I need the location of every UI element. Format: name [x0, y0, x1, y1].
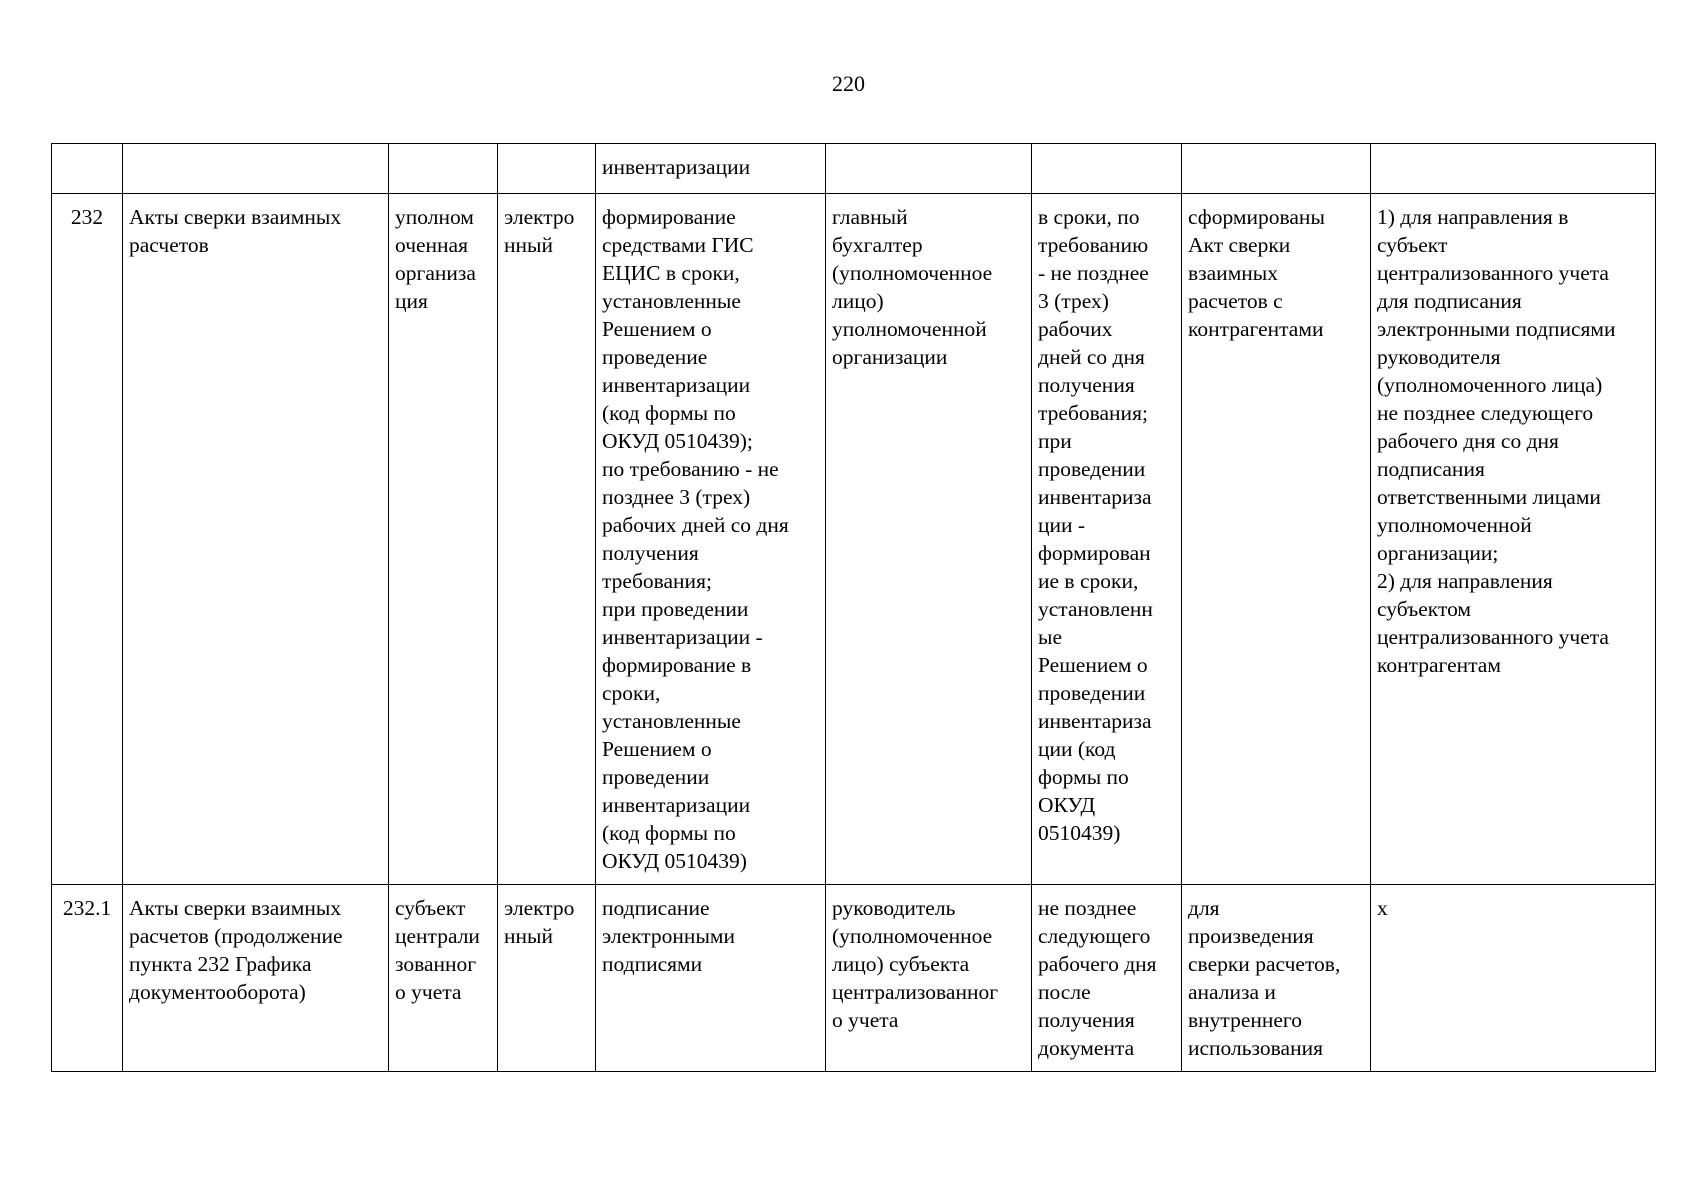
- table-row: [52, 885, 1656, 1072]
- cell-number: 232: [52, 194, 123, 885]
- cell-document: Акты сверки взаимных расчетов (продолжение пункта 232 Графика документооборота): [123, 885, 389, 1072]
- cell-responsible: главный бухгалтер (уполномоченное лицо) уполномоченной организации: [826, 194, 1032, 885]
- cell-form: [498, 144, 596, 194]
- cell-responsible: руководитель (уполномоченное лицо) субъекта централизованног о учета: [826, 885, 1032, 1072]
- cell-participant: [389, 144, 498, 194]
- cell-result: для произведения сверки расчетов, анализа и внутреннего использования: [1182, 885, 1371, 1072]
- cell-participant: уполном оченная организа ция: [389, 194, 498, 885]
- cell-number: 232.1: [52, 885, 123, 1072]
- cell-purpose: 1) для направления в субъект централизованного учета для подписания электронными подписями руководителя (уполномоченного лица) не позднее следующего рабочего дня со дня подписания ответственными лицами уполномоченной организации; 2) для направления субъектом централизованного учета контрагентам: [1371, 194, 1656, 885]
- cell-document: Акты сверки взаимных расчетов: [123, 194, 389, 885]
- document-flow-table: [51, 143, 1656, 1072]
- cell-form: электро нный: [498, 885, 596, 1072]
- cell-document: [123, 144, 389, 194]
- cell-formation: формирование средствами ГИС ЕЦИС в сроки, установленные Решением о проведение инвентаризации (код формы по ОКУД 0510439); по требованию - не позднее 3 (трех) рабочих дней со дня получения требования; при проведении инвентаризации - формирование в сроки, установленные Решением о проведении инвентаризации (код формы по ОКУД 0510439): [596, 194, 826, 885]
- cell-purpose: х: [1371, 885, 1656, 1072]
- cell-participant: субъект централи зованног о учета: [389, 885, 498, 1072]
- cell-term: не позднее следующего рабочего дня после получения документа: [1032, 885, 1182, 1072]
- cell-formation: подписание электронными подписями: [596, 885, 826, 1072]
- cell-formation: инвентаризации: [596, 144, 826, 194]
- cell-term: в сроки, по требованию - не позднее 3 (трех) рабочих дней со дня получения требования; при проведении инвентариза ции - формирован ие в сроки, установленн ые Решением о проведении инвентариза ции (код формы по ОКУД 0510439): [1032, 194, 1182, 885]
- cell-term: [1032, 144, 1182, 194]
- cell-number: [52, 144, 123, 194]
- cell-result: [1182, 144, 1371, 194]
- cell-form: электро нный: [498, 194, 596, 885]
- cell-purpose: [1371, 144, 1656, 194]
- table-row: [52, 144, 1656, 194]
- table-row: [52, 194, 1656, 885]
- cell-result: сформированы Акт сверки взаимных расчетов с контрагентами: [1182, 194, 1371, 885]
- page-number: 220: [832, 71, 865, 96]
- cell-responsible: [826, 144, 1032, 194]
